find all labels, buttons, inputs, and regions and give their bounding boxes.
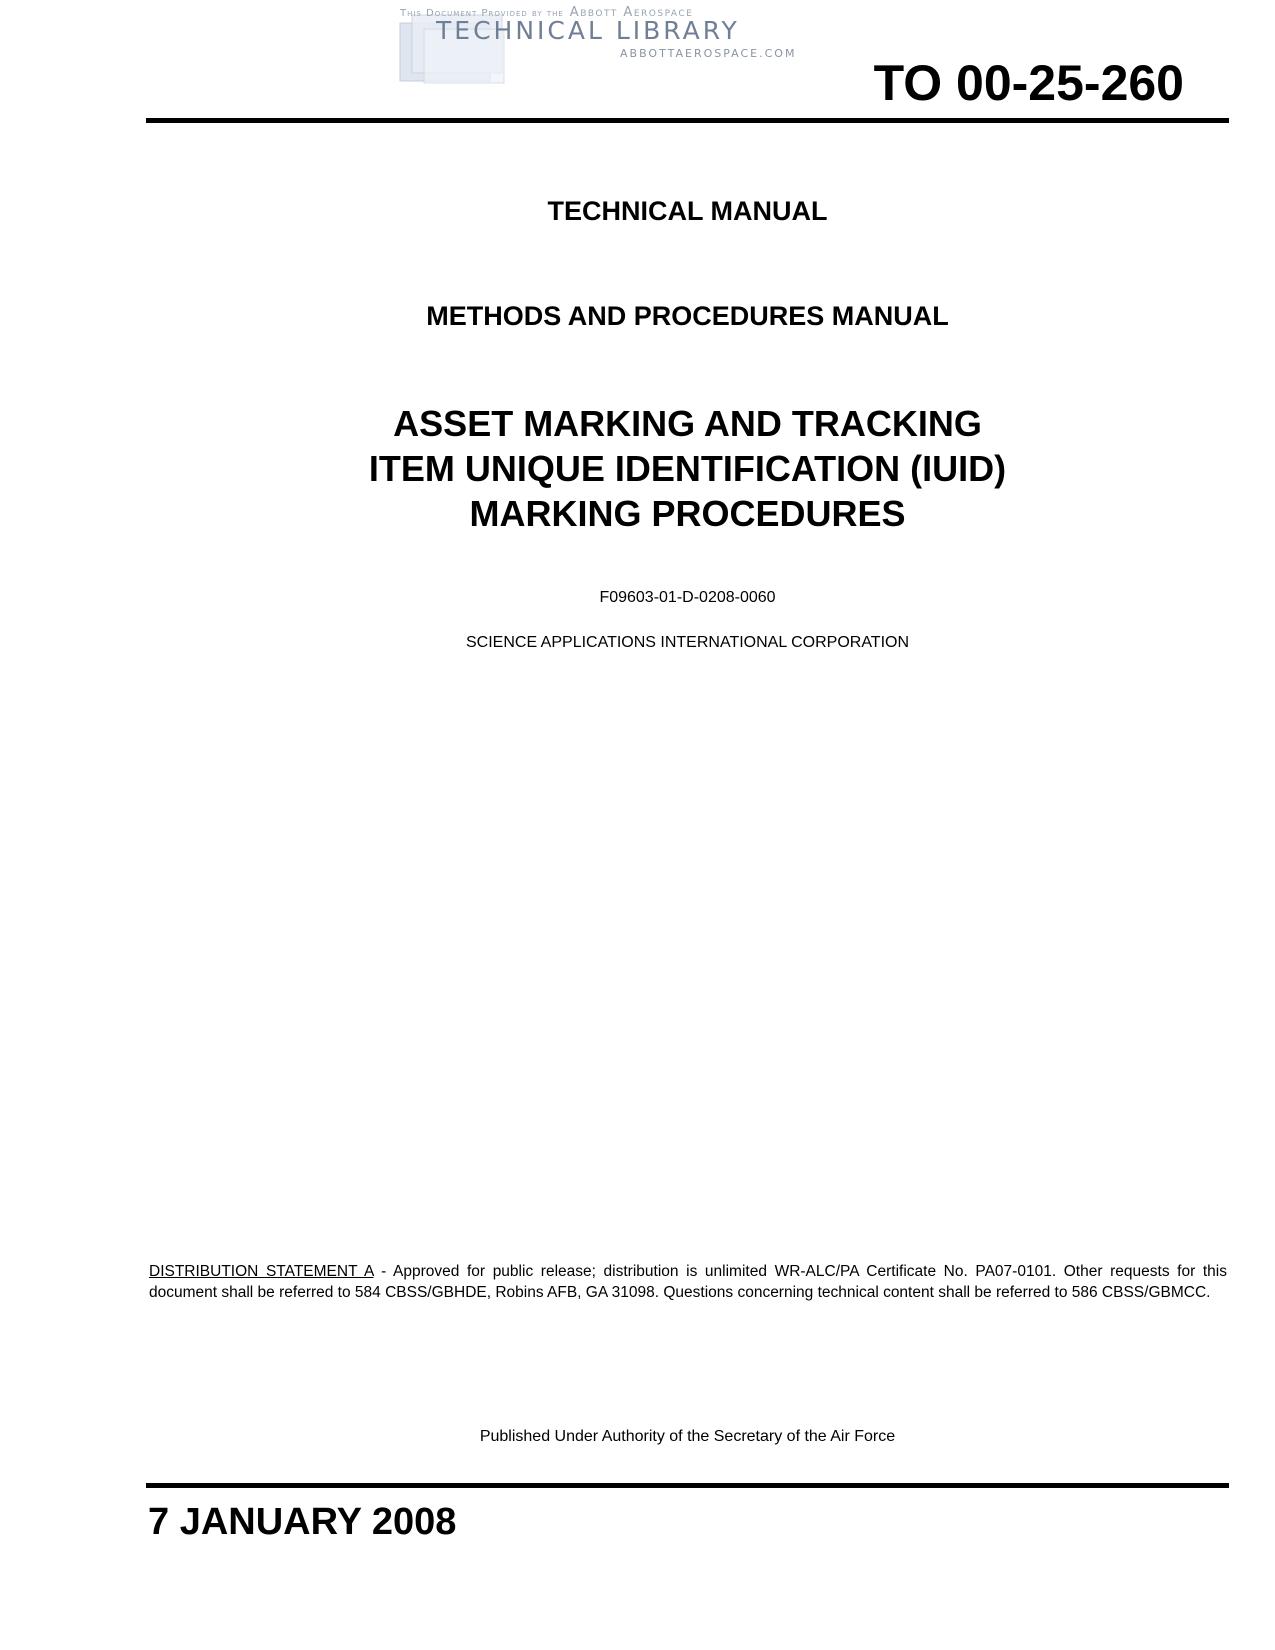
distribution-label: DISTRIBUTION STATEMENT A [149, 1263, 374, 1280]
watermark-website: ABBOTTAEROSPACE.COM [620, 47, 797, 60]
title-line: ASSET MARKING AND TRACKING [393, 403, 982, 444]
header-rule [146, 118, 1229, 123]
watermark-logo [398, 5, 846, 90]
distribution-statement [149, 1262, 1227, 1303]
publication-authority: Published Under Authority of the Secretary of the Air Force [479, 1428, 896, 1445]
watermark-library-name: TECHNICAL LIBRARY [436, 16, 740, 45]
contractor-name: SCIENCE APPLICATIONS INTERNATIONAL CORPORATION [465, 634, 910, 651]
publication-date: 7 JANUARY 2008 [148, 1501, 457, 1543]
watermark-prefix: This Document Provided by the [400, 8, 564, 19]
contract-number: F09603-01-D-0208-0060 [599, 589, 776, 606]
footer-rule [146, 1483, 1229, 1488]
document-number: TO 00-25-260 [873, 55, 1184, 111]
manual-subtype: METHODS AND PROCEDURES MANUAL [426, 301, 949, 331]
manual-type: TECHNICAL MANUAL [547, 196, 828, 226]
distribution-text: - Approved for public release; distribution is unlimited WR-ALC/PA Certificate No. PA07-0101. Other requests for this document shall be referred to 584 CBSS/GBHDE, Robins AFB, GA 31098. Questions concerning technical content shall be referred to 586 CBSS/GBMCC. [149, 1263, 1227, 1301]
title-line: ITEM UNIQUE IDENTIFICATION (IUID) [368, 448, 1007, 489]
watermark-brand: Abbott Aerospace [569, 5, 694, 20]
title-line: MARKING PROCEDURES [469, 493, 906, 534]
manual-title [146, 401, 1229, 536]
